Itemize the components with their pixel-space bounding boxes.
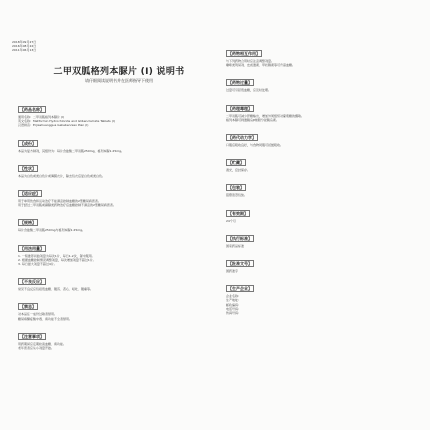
section-text-line: 对本品任一成份过敏者禁用。 [18, 312, 58, 317]
section-heading: 【药物相互作用】 [228, 51, 260, 56]
section-heading: 【药理毒理】 [228, 105, 252, 111]
section-text-line: 邮政编码： [226, 302, 242, 307]
section-block [18, 180, 212, 207]
section-block [226, 149, 420, 172]
section-block [226, 69, 420, 92]
section-text-line: 电话号码： [226, 306, 242, 311]
section-text-line: 用于单用饮食和运动治疗不能满意控制血糖的2型糖尿病患者。 [18, 199, 101, 204]
section-block [18, 209, 212, 232]
section-heading: 【药物过量】 [228, 80, 252, 86]
section-block [226, 40, 420, 67]
section-block [18, 235, 212, 267]
section-block [226, 250, 420, 273]
section-heading: 【批准文号】 [228, 261, 252, 267]
section-block [18, 268, 212, 291]
section-text-line: 通用名称：二甲双胍格列本脲片 (I) [18, 115, 65, 119]
usage-warning: 请仔细阅读说明书并在医师指导下使用 [85, 78, 153, 83]
section-text-line: 国家药品标准 [226, 243, 245, 248]
section-heading: 【有效期】 [228, 210, 248, 216]
section-block [226, 225, 420, 248]
section-text-line: 糖尿病酮症酸中毒、肾功能不全者禁用。 [18, 316, 73, 321]
section-heading: 【成份】 [20, 140, 36, 146]
section-heading: 【包装】 [228, 185, 244, 191]
section-text-line: 企业名称： [226, 294, 242, 299]
section-text-line: 本品为白色或类白色片或薄膜衣片，除去包衣后显白色或类白色。 [18, 173, 106, 178]
revision-date-line: 2018年09月27日 [12, 40, 37, 44]
section-text-line: 老年患者应从小剂量开始。 [18, 346, 55, 351]
section-heading: 【贮藏】 [228, 160, 244, 166]
right-text-column [226, 40, 420, 380]
section-text-line: 用药期间应定期检查血糖、肾功能。 [18, 341, 67, 346]
section-text-line: 3. 每日最大剂量不超过4片。 [18, 262, 57, 267]
document-title: 二甲双胍格列本脲片 (I) 说明书 [53, 67, 185, 77]
section-text-line: 24个月 [226, 218, 236, 223]
section-block [226, 275, 420, 315]
revision-dates [12, 40, 36, 53]
section-heading: 【不良反应】 [20, 279, 44, 285]
section-heading: 【药代动力学】 [228, 135, 256, 141]
section-block [18, 96, 212, 128]
section-text-line: 汉语拼音：Erjiashuanggua Geliebenniao Pian (I) [18, 123, 89, 128]
left-text-column [18, 96, 212, 366]
section-text-line: 遮光，密封保存。 [226, 168, 251, 173]
section-text-line: 2. 根据血糖控制情况调整剂量，每次增加剂量不超过1片。 [18, 257, 96, 262]
section-heading: 【性状】 [20, 165, 36, 171]
section-heading: 【药品名称】 [20, 107, 44, 112]
section-text-line: 噻嗪类利尿剂、皮质激素、甲状腺素等可升高血糖。 [226, 63, 296, 68]
section-heading: 【注意事项】 [20, 333, 44, 339]
section-text-line: 本品为复方制剂，其组份为：每片含盐酸二甲双胍250mg，格列本脲1.25mg。 [18, 148, 125, 153]
section-text-line: 过量可引起低血糖，应及时处理。 [226, 88, 272, 93]
section-text-line: 与下列药物合用时应注意调整剂量。 [226, 59, 275, 63]
revision-date-line: 2016年08月22日 [12, 44, 37, 49]
section-block [226, 174, 420, 197]
section-block [226, 200, 420, 223]
section-text-line: 格列本脲可刺激胰岛β细胞分泌胰岛素。 [226, 117, 279, 122]
section-text-line: 生产地址： [226, 298, 242, 303]
section-text-line: 口服后吸收良好，与食物同服可延缓吸收。 [226, 143, 284, 148]
section-heading: 【用法用量】 [20, 245, 44, 251]
section-block [18, 323, 212, 350]
section-heading: 【规格】 [20, 220, 36, 226]
section-heading: 【适应症】 [20, 191, 40, 197]
section-block [18, 293, 212, 320]
section-block [226, 124, 420, 147]
section-text-line: 每片含盐酸二甲双胍250mg与格列本脲1.25mg。 [18, 228, 86, 233]
section-text-line: 国药准字 [226, 269, 239, 274]
section-text-line: 铝塑泡罩包装。 [226, 193, 248, 198]
section-text-line: 传真号码： [226, 311, 242, 316]
section-text-line: 英文名称：Metformin Hydrochloride and Glibenclamide Tablets (I) [18, 119, 115, 124]
section-text-line: 常见不良反应包括低血糖、腹泻、恶心、呕吐、腹痛等。 [18, 287, 94, 292]
revision-date-line: 2011年06月13日 [12, 48, 37, 53]
section-block [18, 130, 212, 153]
section-text-line: 用于经过二甲双胍或磺脲类药物治疗后血糖控制不满意的2型糖尿病患者。 [18, 203, 116, 208]
section-text-line: 二甲双胍可减少肝糖输出，增加外周组织对葡萄糖的摄取。 [226, 113, 305, 118]
section-heading: 【禁忌】 [20, 304, 36, 310]
section-block [226, 95, 420, 122]
section-text-line: 1. 一般推荐初始剂量为每次1片，每日1-2次，餐中服用。 [18, 253, 95, 258]
section-heading: 【生产企业】 [228, 286, 252, 292]
section-block [18, 155, 212, 178]
section-heading: 【执行标准】 [228, 235, 252, 241]
